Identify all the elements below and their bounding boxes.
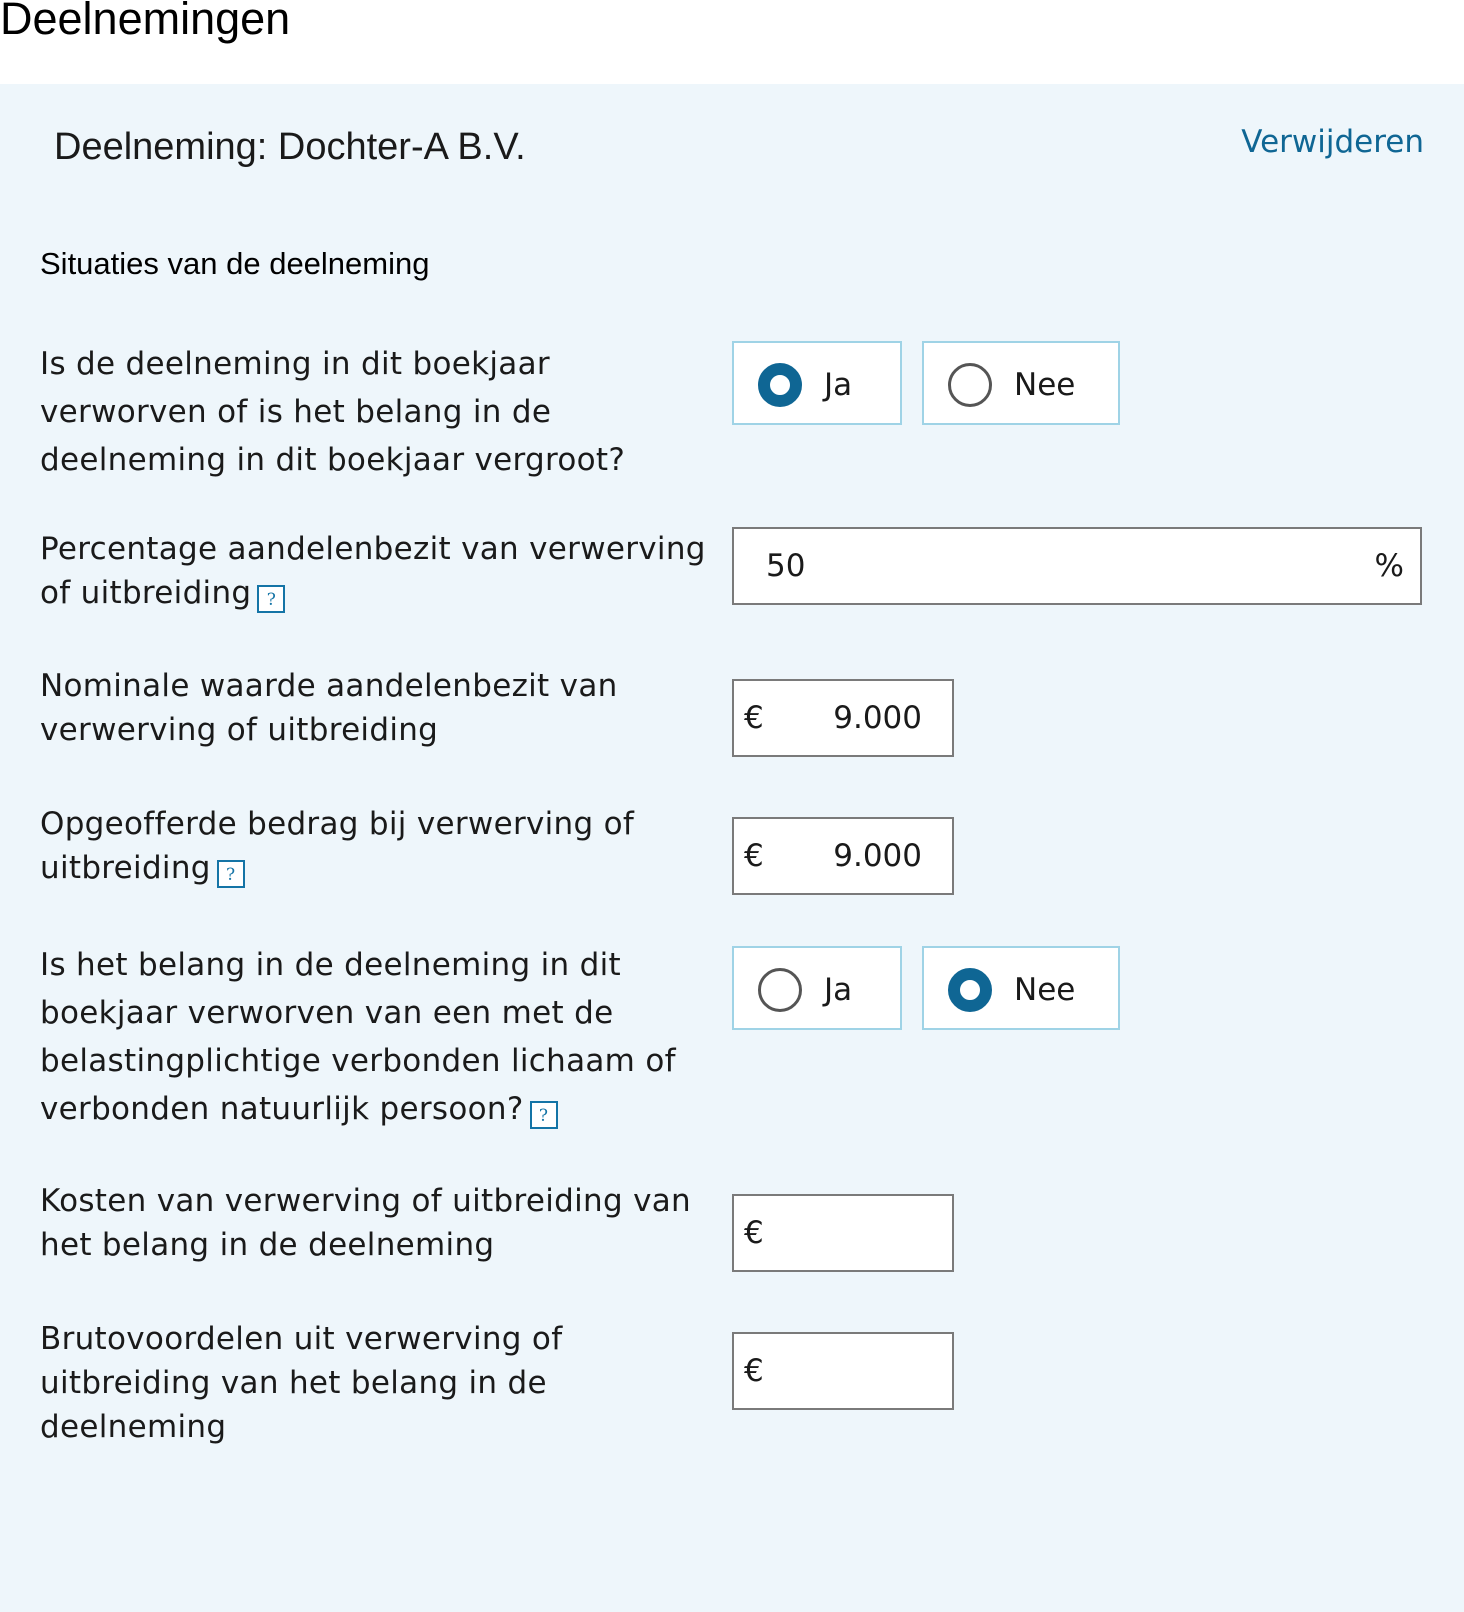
percentage-label-text: Percentage aandelenbezit van verwerving of uitbreiding — [40, 531, 706, 611]
related-party-option-nee[interactable] — [922, 946, 1120, 1030]
related-party-option-ja-label: Ja — [824, 972, 853, 1008]
related-party-question-text: Is het belang in de deelneming in dit boekjaar verworven van een met de belastingplichtige verbonden lichaam of verbonden natuurlijk persoon? — [40, 947, 676, 1127]
acquisition-costs-label — [40, 1179, 720, 1267]
euro-prefix: € — [744, 700, 764, 736]
page-title: Deelnemingen — [0, 0, 291, 44]
radio-unselected-icon[interactable] — [758, 968, 802, 1012]
percentage-value: 50 — [766, 548, 806, 584]
euro-prefix: € — [744, 1215, 764, 1251]
radio-selected-icon[interactable] — [948, 968, 992, 1012]
euro-prefix: € — [744, 1353, 764, 1389]
participation-panel — [0, 84, 1464, 1612]
acquired-option-ja[interactable] — [732, 341, 902, 425]
question-mark-help-icon[interactable]: ? — [257, 585, 285, 613]
participation-heading: Deelneming: Dochter-A B.V. — [54, 126, 526, 168]
gross-benefits-input[interactable] — [732, 1332, 954, 1410]
related-party-question-label — [40, 941, 720, 1133]
acquired-question-label — [40, 340, 720, 484]
acquired-option-nee[interactable] — [922, 341, 1120, 425]
delete-link[interactable]: Verwijderen — [1241, 124, 1424, 160]
related-party-option-ja[interactable] — [732, 946, 902, 1030]
nominal-value-label — [40, 664, 720, 752]
acquired-option-ja-label: Ja — [824, 367, 853, 403]
acquired-option-nee-label: Nee — [1014, 367, 1076, 403]
section-heading: Situaties van de deelneming — [40, 246, 430, 281]
acquired-question-text: Is de deelneming in dit boekjaar verworven of is het belang in de deelneming in dit boekjaar vergroot? — [40, 346, 626, 478]
acquisition-costs-label-text: Kosten van verwerving of uitbreiding van het belang in de deelneming — [40, 1183, 691, 1263]
sacrificed-amount-value: 9.000 — [833, 838, 922, 874]
gross-benefits-label — [40, 1317, 720, 1449]
sacrificed-amount-input[interactable] — [732, 817, 954, 895]
sacrificed-amount-label — [40, 802, 720, 890]
euro-prefix: € — [744, 838, 764, 874]
question-mark-help-icon[interactable]: ? — [217, 860, 245, 888]
percent-suffix: % — [1374, 548, 1404, 584]
sacrificed-amount-label-text: Opgeofferde bedrag bij verwerving of uitbreiding — [40, 806, 635, 886]
radio-selected-icon[interactable] — [758, 363, 802, 407]
question-mark-help-icon[interactable]: ? — [530, 1101, 558, 1129]
nominal-value-label-text: Nominale waarde aandelenbezit van verwerving of uitbreiding — [40, 668, 618, 748]
nominal-value-value: 9.000 — [833, 700, 922, 736]
acquisition-costs-input[interactable] — [732, 1194, 954, 1272]
related-party-option-nee-label: Nee — [1014, 972, 1076, 1008]
percentage-input[interactable] — [732, 527, 1422, 605]
nominal-value-input[interactable] — [732, 679, 954, 757]
percentage-label — [40, 527, 720, 615]
radio-unselected-icon[interactable] — [948, 363, 992, 407]
gross-benefits-label-text: Brutovoordelen uit verwerving of uitbreiding van het belang in de deelneming — [40, 1321, 563, 1445]
